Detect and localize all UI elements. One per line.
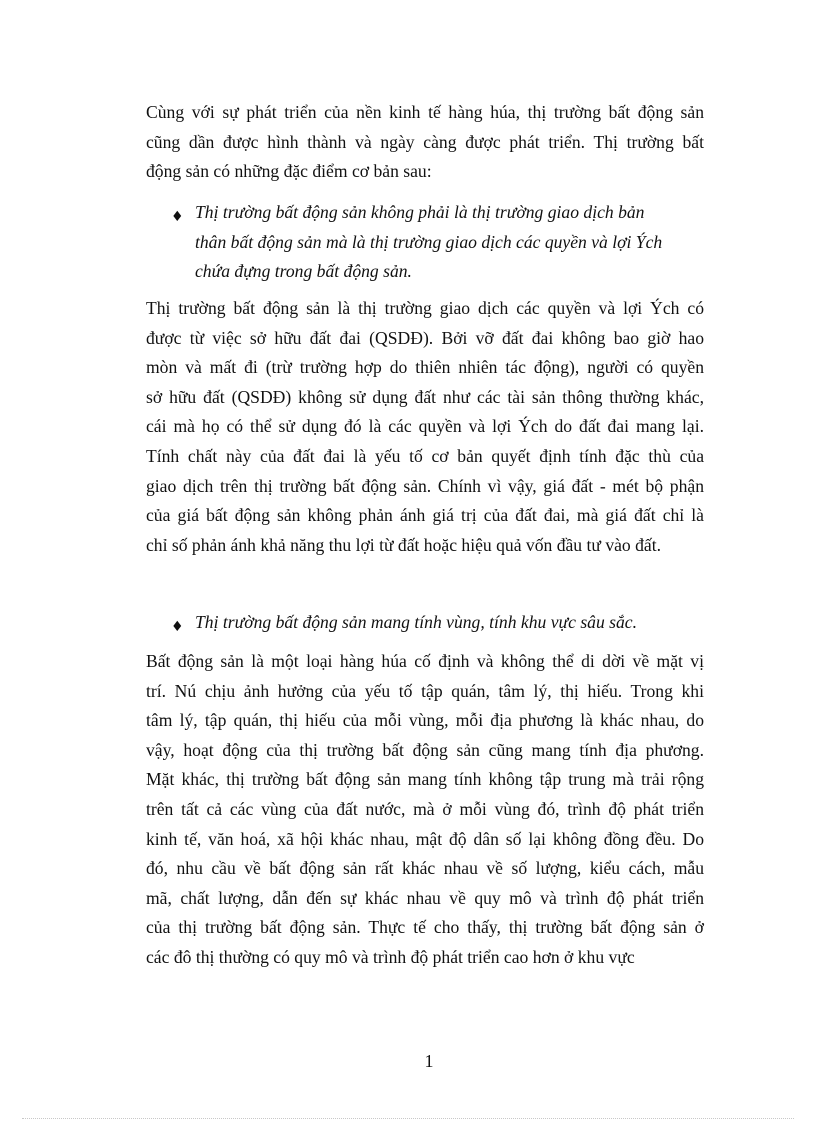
text-line: của thị trường bất động sản. Thực tế cho thấy, thị trường bất động sản ở	[146, 917, 704, 938]
text-line: tâm lý, tập quán, thị hiếu của mỗi vùng, mỗi địa phương là khác nhau, do	[146, 710, 704, 731]
bullet-item-2	[171, 608, 711, 638]
diamond-bullet-icon: ♦	[171, 209, 184, 225]
bullet-item-1	[171, 198, 711, 287]
text-line: động sản có những đặc điểm cơ bản sau:	[146, 161, 432, 182]
text-line: trí. Nú chịu ảnh hưởng của yếu tố tập quán, tâm lý, thị hiếu. Trong khi	[146, 680, 704, 701]
page-bottom-divider	[22, 1118, 794, 1119]
text-line: Cùng với sự phát triển của nền kinh tế hàng húa, thị trường bất động sản	[146, 102, 704, 122]
text-line: Bất động sản là một loại hàng húa cố định và không thể di dời về mặt vị	[146, 651, 704, 671]
paragraph-regional	[146, 647, 704, 973]
bullet-line: Thị trường bất động sản mang tính vùng, tính khu vực sâu sắc.	[195, 612, 638, 632]
text-line: các đô thị thường có quy mô và trình độ phát triển cao hơn ở khu vực	[146, 946, 635, 967]
text-line: giao dịch trên thị trường bất động sản. Chính vì vậy, giá đất - mét bộ phận	[146, 475, 704, 496]
text-line: Tính chất này của đất đai là yếu tố cơ bản quyết định tính đặc thù của	[146, 445, 704, 466]
text-line: trên tất cả các vùng của đất nước, mà ở mỗi vùng đó, trình độ phát triển	[146, 798, 704, 819]
paragraph-transactions	[146, 294, 704, 560]
bullet-line: Thị trường bất động sản không phải là thị trường giao dịch bản	[195, 202, 645, 222]
text-line: đó, nhu cầu về bất động sản rất khác nhau về số lượng, kiểu cách, mẫu	[146, 858, 704, 879]
page-number: 1	[424, 1051, 434, 1071]
text-line: kinh tế, văn hoá, xã hội khác nhau, mật độ dân số lại không đồng đều. Do	[146, 828, 704, 849]
text-line: sở hữu đất (QSDĐ) không sử dụng đất như các tài sản thông thường khác,	[146, 386, 704, 407]
text-line: cái mà họ có thể sử dụng đó là các quyền và lợi Ých do đất đai mang lại.	[146, 416, 704, 437]
text-line: Thị trường bất động sản là thị trường giao dịch các quyền và lợi Ých có	[146, 298, 704, 318]
paragraph-intro	[146, 98, 704, 187]
text-line: chỉ số phản ánh khả năng thu lợi từ đất hoặc hiệu quả vốn đầu tư vào đất.	[146, 534, 662, 555]
diamond-bullet-icon: ♦	[171, 619, 184, 635]
text-line: mã, chất lượng, dẫn đến sự khác nhau về quy mô và trình độ phát triển	[146, 887, 704, 908]
text-line: được từ việc sở hữu đất đai (QSDĐ). Bởi vỡ đất đai không bao giờ hao	[146, 327, 704, 348]
text-line: mòn và mất đi (trừ trường hợp do thiên nhiên tác động), người có quyền	[146, 357, 704, 378]
bullet-line: chứa đựng trong bất động sản.	[195, 261, 412, 282]
text-line: vậy, hoạt động của thị trường bất động sản cũng mang tính địa phương.	[146, 739, 704, 760]
text-line: của giá bất động sản không phản ánh giá trị của đất đai, mà giá đất chỉ là	[146, 505, 704, 526]
text-line: cũng dần được hình thành và ngày càng được phát triển. Thị trường bất	[146, 131, 704, 152]
text-line: Mặt khác, thị trường bất động sản mang tính không tập trung mà trải rộng	[146, 769, 704, 790]
bullet-line: thân bất động sản mà là thị trường giao dịch các quyền và lợi Ých	[195, 231, 663, 252]
